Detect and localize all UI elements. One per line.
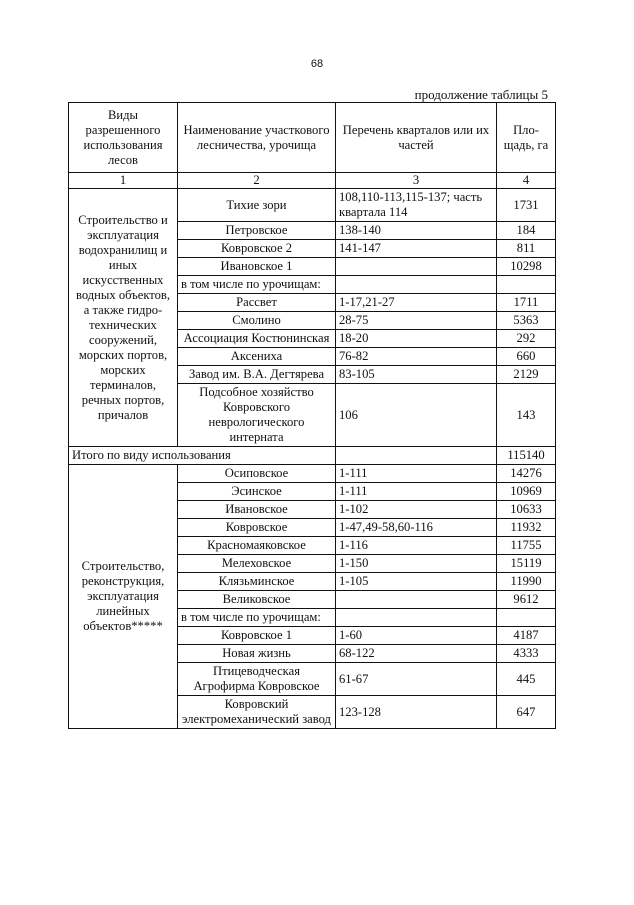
- quarters: 108,110-113,115-137; часть квартала 114: [336, 189, 497, 222]
- quarters: [336, 447, 497, 465]
- area: 10298: [497, 258, 556, 276]
- forestry-name: Тихие зори: [178, 189, 336, 222]
- quarters: 76-82: [336, 348, 497, 366]
- total-label: Итого по виду использования: [69, 447, 336, 465]
- page-number: 68: [310, 58, 324, 70]
- header-area: Пло-щадь, га: [497, 103, 556, 173]
- area: 292: [497, 330, 556, 348]
- forestry-name: Ковровское: [178, 519, 336, 537]
- forest-use-table: [68, 102, 556, 729]
- forestry-name: Смолино: [178, 312, 336, 330]
- quarters: 106: [336, 384, 497, 447]
- total-row: [69, 447, 556, 465]
- forestry-name: Ковровский электромеханический завод: [178, 696, 336, 729]
- area: 143: [497, 384, 556, 447]
- table-row: [69, 465, 556, 483]
- quarters: 1-102: [336, 501, 497, 519]
- forestry-name: Ивановское: [178, 501, 336, 519]
- table-row: [69, 189, 556, 222]
- quarters: 83-105: [336, 366, 497, 384]
- column-number: 1: [69, 173, 178, 189]
- area: 10633: [497, 501, 556, 519]
- quarters: 1-105: [336, 573, 497, 591]
- area: [497, 276, 556, 294]
- area: 4333: [497, 645, 556, 663]
- quarters: 1-60: [336, 627, 497, 645]
- quarters: [336, 591, 497, 609]
- header-forestry-name: Наименование участкового лесничества, урочища: [178, 103, 336, 173]
- header-use-type: Виды разрешенного использования лесов: [69, 103, 178, 173]
- forestry-name: Ковровское 2: [178, 240, 336, 258]
- total-area: 115140: [497, 447, 556, 465]
- forestry-name: Великовское: [178, 591, 336, 609]
- use-type-cell: Строительство и эксплуатация водохранилищ и иных искусственных водных объектов, а также гидро-технических сооружений, морских портов, морских терминалов, речных портов, причалов: [69, 189, 178, 447]
- forestry-name: Клязьминское: [178, 573, 336, 591]
- column-number-row: [69, 173, 556, 189]
- quarters: 1-17,21-27: [336, 294, 497, 312]
- quarters: 1-150: [336, 555, 497, 573]
- forestry-name: Ивановское 1: [178, 258, 336, 276]
- area: 445: [497, 663, 556, 696]
- forestry-name: Новая жизнь: [178, 645, 336, 663]
- quarters: 28-75: [336, 312, 497, 330]
- forestry-name: Аксениха: [178, 348, 336, 366]
- quarters: 138-140: [336, 222, 497, 240]
- area: 1711: [497, 294, 556, 312]
- quarters: 1-47,49-58,60-116: [336, 519, 497, 537]
- header-row: [69, 103, 556, 173]
- area: 660: [497, 348, 556, 366]
- forestry-name: Ассоциация Костюнинская: [178, 330, 336, 348]
- forestry-name: Рассвет: [178, 294, 336, 312]
- area: 11990: [497, 573, 556, 591]
- quarters: 61-67: [336, 663, 497, 696]
- area: 811: [497, 240, 556, 258]
- area: 5363: [497, 312, 556, 330]
- subgroup-label: в том числе по урочищам:: [178, 609, 336, 627]
- quarters: 18-20: [336, 330, 497, 348]
- area: 14276: [497, 465, 556, 483]
- area: [497, 609, 556, 627]
- table-continuation-label: продолжение таблицы 5: [414, 87, 548, 102]
- area: 4187: [497, 627, 556, 645]
- header-quarters: Перечень кварталов или их частей: [336, 103, 497, 173]
- quarters: [336, 609, 497, 627]
- forestry-name: Петровское: [178, 222, 336, 240]
- quarters: [336, 276, 497, 294]
- quarters: 141-147: [336, 240, 497, 258]
- area: 10969: [497, 483, 556, 501]
- quarters: 123-128: [336, 696, 497, 729]
- subgroup-label: в том числе по урочищам:: [178, 276, 336, 294]
- quarters: 1-111: [336, 465, 497, 483]
- forestry-name: Мелеховское: [178, 555, 336, 573]
- area: 11755: [497, 537, 556, 555]
- column-number: 3: [336, 173, 497, 189]
- quarters: 1-116: [336, 537, 497, 555]
- forestry-name: Завод им. В.А. Дегтярева: [178, 366, 336, 384]
- quarters: 68-122: [336, 645, 497, 663]
- quarters: 1-111: [336, 483, 497, 501]
- area: 184: [497, 222, 556, 240]
- forestry-name: Ковровское 1: [178, 627, 336, 645]
- area: 2129: [497, 366, 556, 384]
- column-number: 4: [497, 173, 556, 189]
- quarters: [336, 258, 497, 276]
- area: 11932: [497, 519, 556, 537]
- area: 15119: [497, 555, 556, 573]
- forestry-name: Красномаяковское: [178, 537, 336, 555]
- use-type-cell: Строительство, реконструкция, эксплуатация линейных объектов*****: [69, 465, 178, 729]
- forestry-name: Подсобное хозяйство Ковровского неврологического интерната: [178, 384, 336, 447]
- forestry-name: Птицеводческая Агрофирма Ковровское: [178, 663, 336, 696]
- area: 1731: [497, 189, 556, 222]
- forestry-name: Эсинское: [178, 483, 336, 501]
- area: 9612: [497, 591, 556, 609]
- area: 647: [497, 696, 556, 729]
- column-number: 2: [178, 173, 336, 189]
- forestry-name: Осиповское: [178, 465, 336, 483]
